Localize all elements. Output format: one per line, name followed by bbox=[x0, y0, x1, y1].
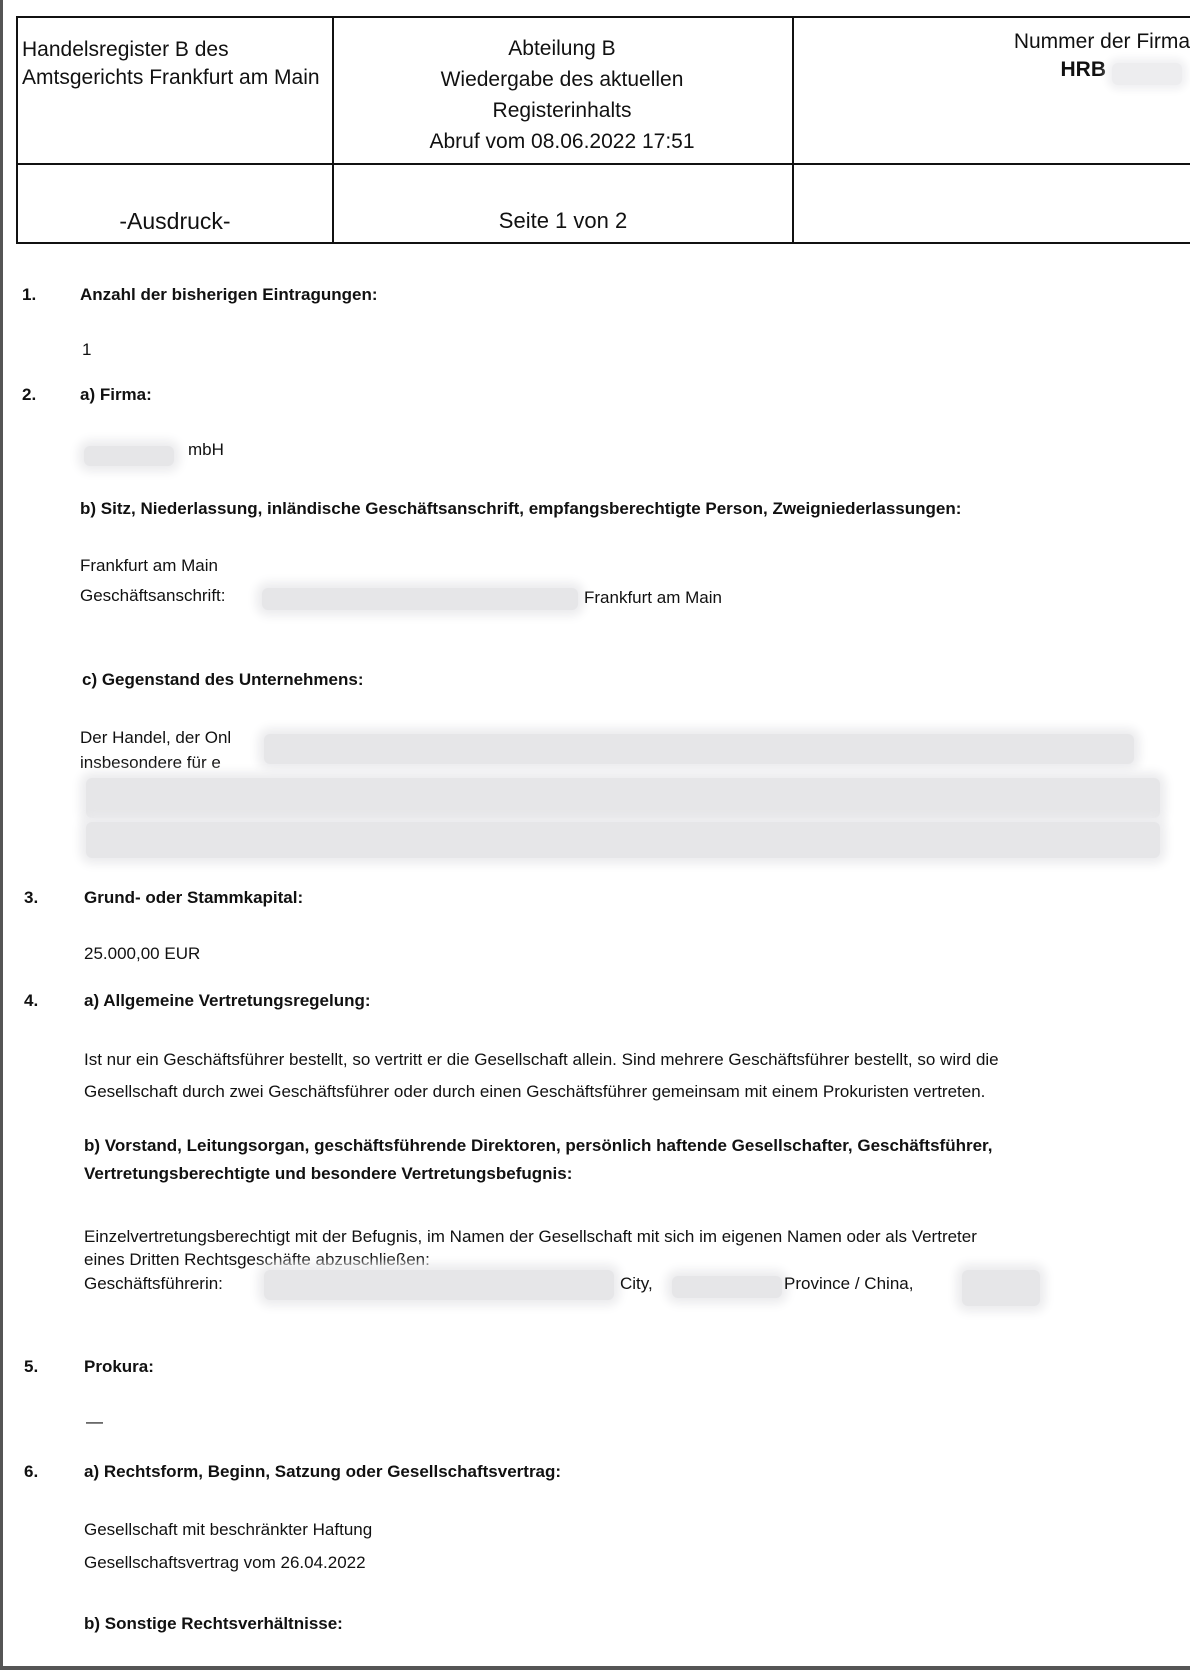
item-4b-city: City, bbox=[620, 1274, 653, 1293]
item-2c-title: c) Gegenstand des Unternehmens: bbox=[82, 670, 364, 689]
redacted-business-purpose bbox=[264, 734, 1134, 764]
item-6b-title: b) Sonstige Rechtsverhältnisse: bbox=[84, 1614, 343, 1633]
item-2c-line2: insbesondere für e bbox=[80, 753, 221, 772]
section-heading bbox=[336, 33, 788, 157]
item-2a-value: mbH bbox=[188, 440, 224, 459]
item-5-title: Prokura: bbox=[84, 1357, 154, 1376]
item-2b-address-label: Geschäftsanschrift: bbox=[80, 586, 226, 605]
item-3-title: Grund- oder Stammkapital: bbox=[84, 888, 304, 907]
item-1-value: 1 bbox=[82, 340, 92, 359]
item-4b-text2: eines Dritten Rechtsgeschäfte abzuschließen: bbox=[84, 1250, 430, 1269]
item-1-number: 1. bbox=[22, 285, 37, 304]
redacted-address bbox=[262, 588, 578, 610]
item-4b-province: Province / China, bbox=[784, 1274, 914, 1293]
item-2b-title: b) Sitz, Niederlassung, inländische Geschäftsanschrift, empfangsberechtigte Person, Zweigniederlassungen: bbox=[80, 499, 962, 518]
item-3-value: 25.000,00 EUR bbox=[84, 944, 201, 963]
item-5-value: — bbox=[86, 1412, 103, 1431]
redacted-firm-name bbox=[84, 446, 174, 466]
item-4b-title1: b) Vorstand, Leitungsorgan, geschäftsführende Direktoren, persönlich haftende Gesellschafter, Geschäftsführer, bbox=[84, 1136, 993, 1155]
redacted-managing-director-name bbox=[264, 1270, 614, 1300]
item-2c-line1: Der Handel, der Onl bbox=[80, 728, 232, 747]
item-6a-value1: Gesellschaft mit beschränkter Haftung bbox=[84, 1520, 373, 1539]
page-edge-bottom bbox=[0, 1666, 1190, 1670]
item-2-number: 2. bbox=[22, 385, 37, 404]
firm-number-label: Nummer der Firma bbox=[1013, 30, 1190, 53]
item-2a-title: a) Firma: bbox=[80, 385, 152, 404]
item-6-number: 6. bbox=[24, 1462, 39, 1481]
retrieval-date: Abruf vom 08.06.2022 17:51 bbox=[429, 130, 695, 153]
page-edge-left bbox=[0, 0, 3, 1670]
item-4a-title: a) Allgemeine Vertretungsregelung: bbox=[84, 991, 371, 1010]
section-sub2: Registerinhalts bbox=[492, 99, 632, 122]
item-4b-managing-director-label: Geschäftsführerin: bbox=[84, 1274, 223, 1293]
item-4b-title2: Vertretungsberechtigte und besondere Vertretungsbefugnis: bbox=[84, 1164, 573, 1183]
item-1-title: Anzahl der bisherigen Eintragungen: bbox=[80, 285, 378, 304]
redacted-business-purpose-2 bbox=[86, 778, 1160, 818]
item-4-number: 4. bbox=[24, 991, 39, 1010]
item-2b-city: Frankfurt am Main bbox=[80, 556, 218, 575]
item-2b-address-city: Frankfurt am Main bbox=[584, 588, 722, 607]
item-4a-text1: Ist nur ein Geschäftsführer bestellt, so vertritt er die Gesellschaft allein. Sind mehrere Geschäftsführer bestellt, so wird die bbox=[84, 1050, 999, 1069]
page-label: Seite 1 von 2 bbox=[498, 208, 628, 233]
header-table bbox=[16, 16, 1190, 244]
court-name: Handelsregister B des Amtsgerichts Frankfurt am Main bbox=[22, 38, 320, 89]
redacted-birthdate bbox=[962, 1270, 1040, 1306]
section-sub1: Wiedergabe des aktuellen bbox=[440, 68, 684, 91]
print-label: -Ausdruck- bbox=[119, 208, 231, 234]
hrb-number: HRB bbox=[1060, 58, 1106, 81]
item-4b-text1: Einzelvertretungsberechtigt mit der Befugnis, im Namen der Gesellschaft mit sich im eigenen Namen oder als Vertreter bbox=[84, 1227, 977, 1246]
item-6a-title: a) Rechtsform, Beginn, Satzung oder Gesellschaftsvertrag: bbox=[84, 1462, 562, 1481]
item-5-number: 5. bbox=[24, 1357, 39, 1376]
redacted-business-purpose-3 bbox=[86, 822, 1160, 858]
redacted-hrb-number bbox=[1112, 63, 1182, 85]
item-6a-value2: Gesellschaftsvertrag vom 26.04.2022 bbox=[84, 1553, 366, 1572]
item-4a-text2: Gesellschaft durch zwei Geschäftsführer oder durch einen Geschäftsführer gemeinsam mit einem Prokuristen vertreten. bbox=[84, 1082, 986, 1101]
section-title: Abteilung B bbox=[508, 37, 616, 60]
redacted-city bbox=[672, 1276, 782, 1298]
item-3-number: 3. bbox=[24, 888, 39, 907]
